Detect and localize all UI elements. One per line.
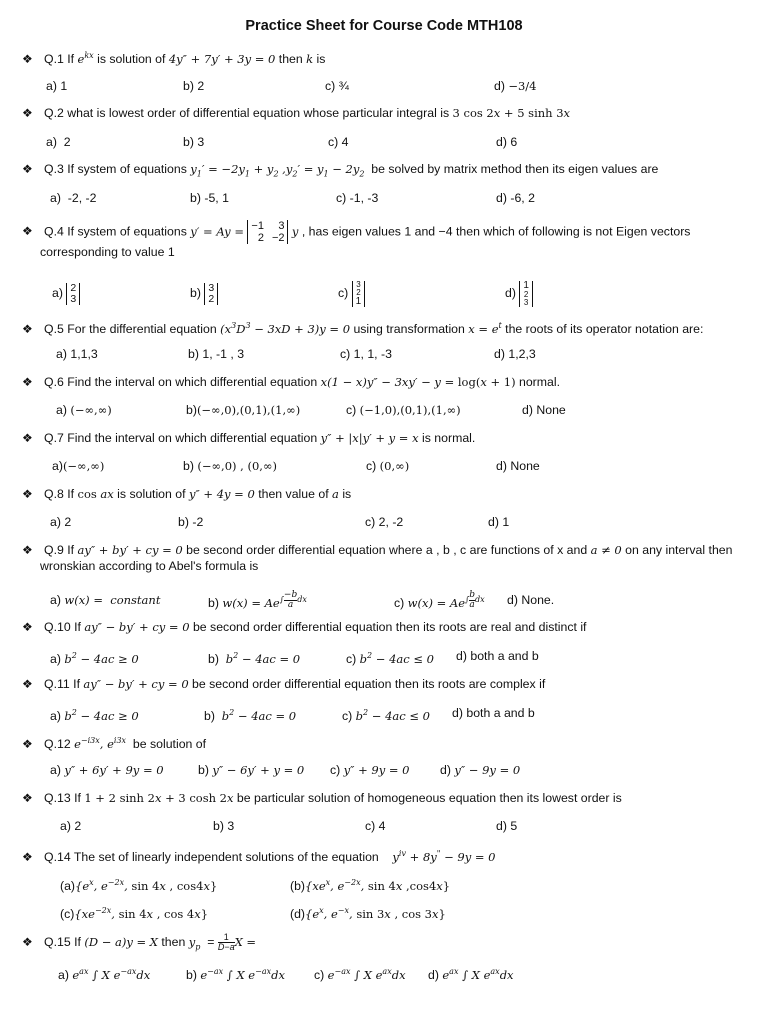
options-13 [0, 817, 768, 835]
question-7: ❖ Q.7 Find the interval on which differential equation y″ + |x|y′ + y = x is normal. [22, 431, 476, 445]
options-11 [0, 704, 768, 722]
option-d[interactable]: d) both a and b [456, 649, 539, 663]
option-b[interactable]: b) y″ − 6y′ + y = 0 [198, 763, 305, 777]
question-10: ❖ Q.10 If ay″ − by′ + cy = 0 be second order differential equation then its roots are real and distinct if [22, 620, 587, 634]
option-a[interactable]: a) (−∞,∞) [56, 403, 112, 417]
bullet-icon: ❖ [22, 620, 33, 634]
question-5: ❖ Q.5 For the differential equation $(x^3D^3 - 3xD + 3)y = 0$ using transformation $x = e^t$ the roots of its operator notation are: [22, 321, 704, 336]
question-12: ❖ Q.12 $e^{-i3x}$, $e^{i3x}$ be solution of [22, 736, 207, 751]
option-a[interactable]: a) 2 3 [52, 280, 80, 306]
option-b[interactable]: b) $e^{-ax}$ ∫ X $e^{-ax}dx$ [186, 967, 285, 982]
option-b[interactable]: $(b)\{xe^x$, $e^{-2x}$, sin 4x ,cos4x} [290, 878, 451, 893]
bullet-icon: ❖ [22, 736, 33, 751]
options-9 [0, 590, 768, 610]
option-c[interactable]: c) $w(x) = Ae^{\int \frac{b}{a} dx}$ [394, 589, 485, 610]
bullet-icon: ❖ [22, 106, 33, 120]
option-c[interactable]: c) $b^2 - 4ac \le 0$ [346, 651, 434, 666]
bullet-icon: ❖ [22, 677, 33, 691]
options-15 [0, 963, 768, 981]
option-d[interactable]: d) None [496, 459, 540, 473]
question-14: ❖ Q.14 The set of linearly independent solutions of the equation $y^{iv} + 8y^" - 9y = 0$ [22, 849, 496, 864]
question-4: ❖ Q.4 If system of equations y′ = Ay = −1 3 2 −2 y , has eigen values 1 and −4 then which of following is not Eigen vectors corresponding to value 1 [22, 220, 691, 259]
option-c[interactable]: c) ¾ [325, 79, 349, 93]
question-8: ❖ Q.8 If cos ax is solution of y″ + 4y = 0 then value of a is [22, 487, 352, 501]
option-b[interactable]: b) -2 [178, 515, 204, 529]
bullet-icon: ❖ [22, 224, 33, 239]
option-c[interactable]: c) 4 [328, 135, 349, 149]
option-a[interactable]: a) 1,1,3 [56, 347, 98, 361]
option-c[interactable]: c) (0,∞) [366, 459, 410, 473]
option-b[interactable]: b) 2 [183, 79, 205, 93]
bullet-icon: ❖ [22, 934, 33, 949]
option-c[interactable]: c) -1, -3 [336, 191, 379, 205]
option-d[interactable]: d) $e^{ax}$ ∫ X $e^{ax}dx$ [428, 967, 514, 982]
question-9: ❖ Q.9 If ay″ + by′ + cy = 0 be second order differential equation where a , b , c are functions of x and a ≠ 0 on any interval then wronskian according to Abel's formula is [22, 543, 733, 573]
page-title: Practice Sheet for Course Code MTH108 [245, 18, 523, 34]
option-c[interactable]: c) (−1,0),(0,1),(1,∞) [346, 403, 461, 417]
options-4 [0, 280, 768, 306]
question-3: ❖ Q.3 If system of equations $y_1' = -2y_1 + y_2$ $,y_2' = y_1 - 2y_2$ be solved by matrix method then its eigen values are [22, 162, 659, 179]
option-c[interactable]: c) 1, 1, -3 [340, 347, 392, 361]
option-d[interactable]: d) 1,2,3 [494, 347, 536, 361]
option-a[interactable]: a) y″ + 6y′ + 9y = 0 [50, 763, 164, 777]
options-10 [0, 647, 768, 665]
options-2 [0, 133, 768, 151]
option-d[interactable]: d) 1 [488, 515, 510, 529]
question-2: ❖ Q.2 what is lowest order of differential equation whose particular integral is 3 cos 2x + 5 sinh 3x [22, 106, 571, 120]
option-c[interactable]: c) $e^{-ax}$ ∫ X $e^{ax}dx$ [314, 967, 406, 982]
option-a[interactable]: $(a)\{e^x$, $e^{-2x}$, sin 4x , cos4x} [60, 878, 218, 893]
option-b[interactable]: b) 3 2 [190, 280, 218, 306]
option-a[interactable]: a) $b^2 - 4ac \ge 0$ [50, 708, 139, 723]
option-c[interactable]: c) 4 [365, 819, 386, 833]
question-15: ❖ Q.15 If (D − a)y = X then $y_p$ = $\frac{1}{D-a}$ X = [22, 932, 257, 952]
options-6 [0, 401, 768, 419]
bullet-icon: ❖ [22, 543, 33, 557]
option-b[interactable]: b) 3 [213, 819, 235, 833]
options-5 [0, 345, 768, 363]
option-c[interactable]: c) 2, -2 [365, 515, 404, 529]
option-a[interactable]: a) w(x) = constant [50, 593, 161, 607]
option-c[interactable]: c) y″ + 9y = 0 [330, 763, 410, 777]
bullet-icon: ❖ [22, 849, 33, 864]
option-b[interactable]: b)(−∞,0),(0,1),(1,∞) [186, 403, 301, 417]
bullet-icon: ❖ [22, 162, 33, 176]
option-a[interactable]: a) $e^{ax}$ ∫ X $e^{-ax}dx$ [58, 967, 151, 982]
option-b[interactable]: b) (−∞,0) , (0,∞) [183, 459, 278, 473]
options-14-row1 [0, 874, 768, 892]
option-d[interactable]: d) None. [507, 593, 555, 607]
option-a[interactable]: a) 2 [46, 135, 71, 149]
bullet-icon: ❖ [22, 321, 33, 336]
option-d[interactable]: d) 6 [496, 135, 518, 149]
option-d[interactable]: d) -6, 2 [496, 191, 535, 205]
bullet-icon: ❖ [22, 431, 33, 445]
option-a[interactable]: a) 2 [50, 515, 72, 529]
option-b[interactable]: b) $b^2 - 4ac = 0$ [204, 708, 297, 723]
option-a[interactable]: a) $b^2 - 4ac \ge 0$ [50, 651, 139, 666]
matrix-a: −1 3 2 −2 [247, 220, 288, 244]
option-c[interactable]: c) $b^2 - 4ac \le 0$ [342, 708, 430, 723]
options-8 [0, 513, 768, 531]
option-d[interactable]: $(d)\{e^x$, $e^{-x}$, sin 3x , cos 3x} [290, 906, 446, 921]
bullet-icon: ❖ [22, 375, 33, 389]
option-d[interactable]: d) y″ − 9y = 0 [440, 763, 521, 777]
option-b[interactable]: b) -5, 1 [190, 191, 229, 205]
option-a[interactable]: a)(−∞,∞) [52, 459, 105, 473]
option-d[interactable]: d) 1 2 3 [505, 280, 533, 307]
option-d[interactable]: d) 5 [496, 819, 518, 833]
options-1 [0, 77, 768, 95]
option-c[interactable]: $(c)\{xe^{-2x}$, sin 4x , cos 4x} [60, 906, 209, 921]
option-b[interactable]: b) 3 [183, 135, 205, 149]
options-3 [0, 189, 768, 207]
option-a[interactable]: a) -2, -2 [50, 191, 97, 205]
question-6: ❖ Q.6 Find the interval on which differential equation x(1 − x)y″ − 3xy′ − y = log(x + 1) normal. [22, 375, 560, 389]
bullet-icon: ❖ [22, 791, 33, 805]
option-b[interactable]: b) $w(x) = Ae^{\int \frac{-b}{a} dx}$ [208, 589, 307, 610]
question-13: ❖ Q.13 If 1 + 2 sinh 2x + 3 cosh 2x be particular solution of homogeneous equation then its lowest order is [22, 791, 622, 805]
option-a[interactable]: a) 1 [46, 79, 68, 93]
options-14-row2 [0, 902, 768, 920]
option-d[interactable]: d) −3/4 [494, 79, 537, 93]
option-d[interactable]: d) both a and b [452, 706, 535, 720]
option-c[interactable]: c) 3 2 1 [338, 280, 365, 307]
bullet-icon: ❖ [22, 487, 33, 501]
option-b[interactable]: b) $b^2 - 4ac = 0$ [208, 651, 301, 666]
options-12 [0, 761, 768, 779]
option-a[interactable]: a) 2 [60, 819, 82, 833]
option-d[interactable]: d) None [522, 403, 566, 417]
question-11: ❖ Q.11 If ay″ − by′ + cy = 0 be second order differential equation then its roots are complex if [22, 677, 546, 691]
options-7 [0, 457, 768, 475]
question-1: ❖ Q.1 If $e^{kx}$ is solution of 4y″ + 7y′ + 3y = 0 then k is [22, 51, 326, 66]
bullet-icon: ❖ [22, 51, 33, 66]
option-b[interactable]: b) 1, -1 , 3 [188, 347, 245, 361]
